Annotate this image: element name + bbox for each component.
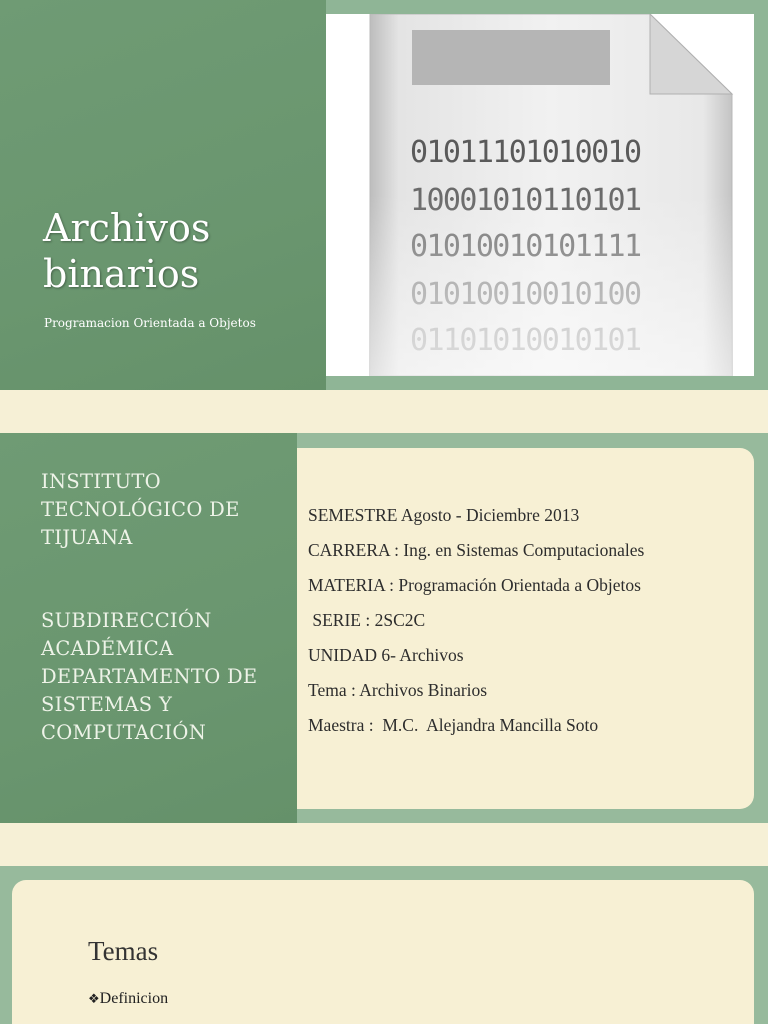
title-line-1: Archivos <box>43 206 211 250</box>
binary-row-1: 01011101010010 <box>410 135 641 170</box>
info-slide <box>0 433 768 823</box>
department-line: ACADÉMICA <box>41 637 174 660</box>
info-serie: SERIE : 2SC2C <box>308 610 426 630</box>
institute-line: TIJUANA <box>41 526 133 549</box>
document-fold <box>650 14 732 94</box>
diamond-bullet-icon: ❖ <box>88 991 100 1006</box>
topics-title: Temas <box>88 936 159 966</box>
topic-item <box>88 990 168 1008</box>
info-carrera: CARRERA : Ing. en Sistemas Computacionales <box>308 540 645 560</box>
institute-line: INSTITUTO <box>41 470 161 493</box>
department-name <box>41 607 291 747</box>
info-materia: MATERIA : Programación Orientada a Objetos <box>308 575 641 595</box>
title-slide <box>0 0 768 390</box>
slide-subtitle: Programacion Orientada a Objetos <box>44 316 256 330</box>
department-line: DEPARTAMENTO DE <box>41 665 258 688</box>
department-line: SUBDIRECCIÓN <box>41 609 212 632</box>
department-line: COMPUTACIÓN <box>41 721 207 744</box>
institute-line: TECNOLÓGICO DE <box>41 498 240 521</box>
info-unidad: UNIDAD 6- Archivos <box>308 645 464 665</box>
slide-gap <box>0 823 768 866</box>
document-fade <box>370 194 732 376</box>
info-tema: Tema : Archivos Binarios <box>308 680 488 700</box>
institute-name <box>41 468 291 552</box>
department-line: SISTEMAS Y <box>41 693 173 716</box>
course-info-list <box>308 503 644 748</box>
title-line-2: binarios <box>43 252 200 296</box>
document-header-bar <box>412 30 610 85</box>
info-semestre: SEMESTRE Agosto - Diciembre 2013 <box>308 505 580 525</box>
binary-document-illustration <box>326 14 754 376</box>
topics-slide <box>0 866 768 1024</box>
slide-gap <box>0 390 768 433</box>
topic-item-label: Definicion <box>99 990 169 1007</box>
slide-title <box>43 205 210 297</box>
info-maestra: Maestra : M.C. Alejandra Mancilla Soto <box>308 715 599 735</box>
title-panel <box>0 0 326 390</box>
